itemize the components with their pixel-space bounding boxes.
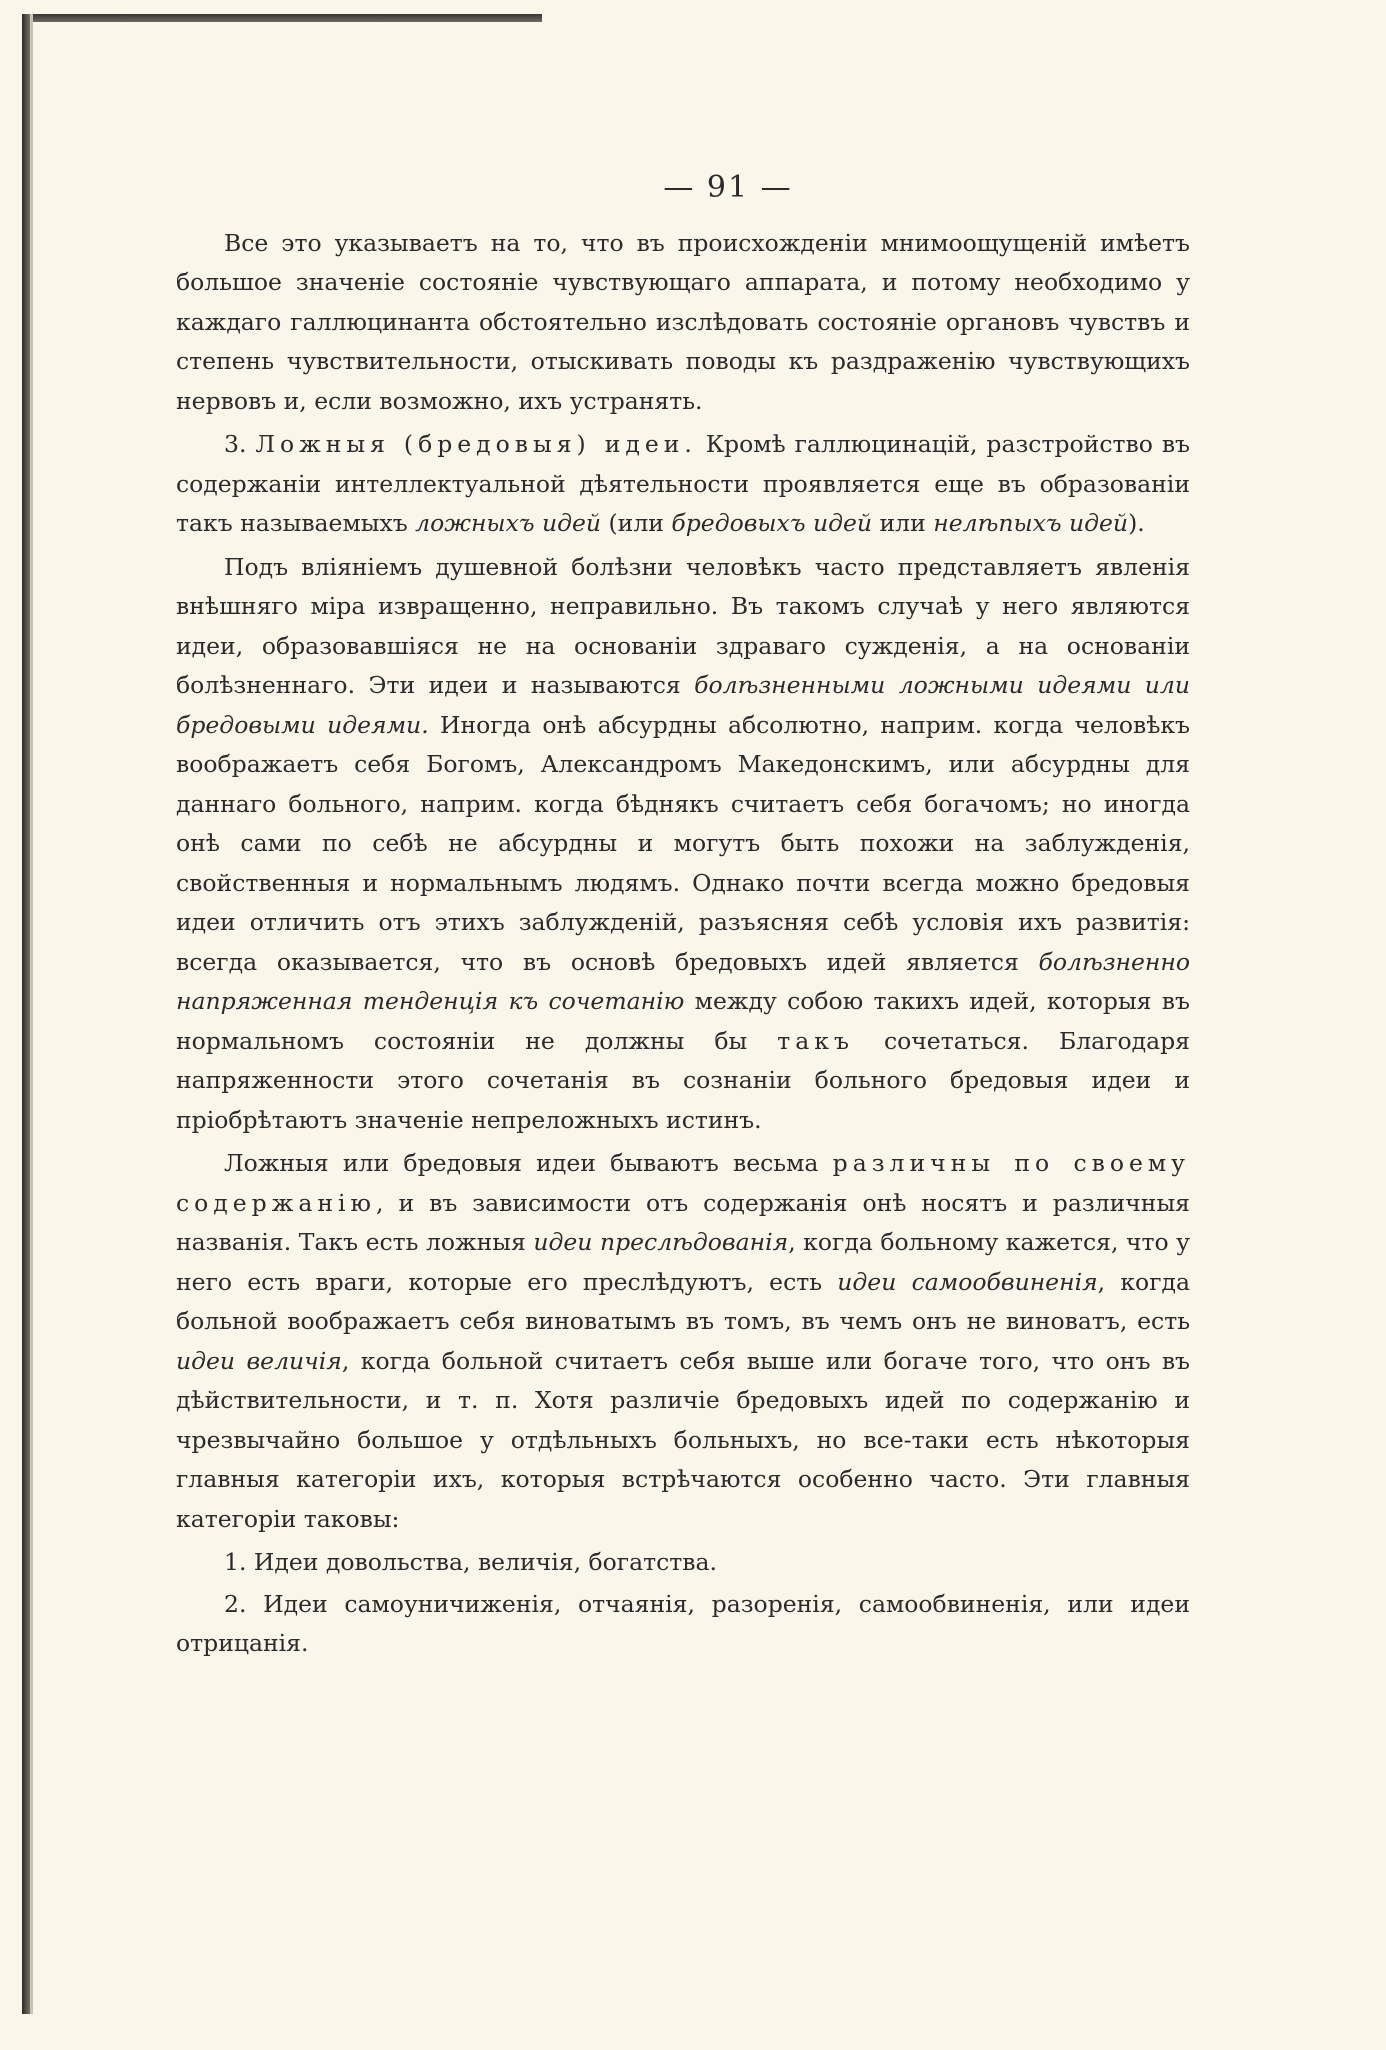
paragraph-3-text-b: Иногда онѣ абсурдны абсолютно, наприм. когда человѣкъ воображаетъ себя Богомъ, Александромъ Македонскимъ, или абсурдны для даннаго больного, наприм. когда бѣднякъ считаетъ себя богачомъ; но иногда онѣ сами по себѣ не абсурдны и могутъ быть похожи на заблужденія, свойственныя и нормальнымъ людямъ. Однако почти всегда можно бредовыя идеи отличить отъ этихъ заблужденій, разъясняя себѣ условія ихъ развитія: всегда оказывается, что въ основѣ бредовыхъ идей является bbox=[176, 710, 1191, 976]
paragraph-4-text-c: , когда больному кажется, что у него есть враги, которые его преслѣдуютъ, есть bbox=[176, 1228, 1190, 1296]
term-persecution-ideas: идеи преслѣдованія bbox=[533, 1228, 789, 1256]
paragraph-2-text-c: или bbox=[872, 509, 934, 537]
term-morbid-false-ideas: болѣзненными ложными идеями или бредовыми идеями. bbox=[176, 671, 1190, 739]
term-false-ideas: ложныхъ идей bbox=[415, 509, 602, 537]
section-heading: Ложныя (бредовыя) идеи. bbox=[255, 430, 697, 458]
list-item: 2. Идеи самоуничиженія, отчаянія, разоренія, самообвиненія, или идеи отрицанія. bbox=[176, 1589, 1190, 1657]
paragraph-2-text-b: (или bbox=[601, 509, 672, 537]
paragraph-3-text-d: сочетаться. Благодаря напряженности этого сочетанія въ сознаніи больного бредовыя идеи и пріобрѣтаютъ значеніе непреложныхъ истинъ. bbox=[176, 1026, 1190, 1134]
paragraph-4-text-b: , и въ зависимости отъ содержанія онѣ носятъ и различныя названія. Такъ есть ложныя bbox=[176, 1188, 1190, 1256]
term-self-accusation-ideas: идеи самообвиненія bbox=[837, 1267, 1098, 1296]
list-item: 1. Идеи довольства, величія, богатства. bbox=[224, 1548, 717, 1576]
paragraph-2 bbox=[176, 425, 1190, 544]
term-absurd-ideas: нелѣпыхъ идей bbox=[933, 509, 1129, 537]
paragraph-3-text-c: между собою такихъ идей, которыя въ нормальномъ состояніи не должны бы bbox=[176, 987, 1190, 1055]
term-grandeur-ideas: идеи величія bbox=[176, 1346, 342, 1375]
scan-edge-top bbox=[22, 14, 542, 22]
paragraph-4-text-d: , когда больной воображаетъ себя виноватымъ въ томъ, въ чемъ онъ не виноватъ, есть bbox=[176, 1267, 1191, 1335]
scan-edge-left-highlight bbox=[30, 14, 33, 2014]
page-number: — 91 — bbox=[663, 170, 793, 205]
page-body bbox=[176, 168, 1190, 1666]
paragraph-4-text-e: , когда больной считаетъ себя выше или богаче того, что онъ въ дѣйствительности, и т. п. Хотя различіе бредовыхъ идей по содержанію и чрезвычайно большое у отдѣльныхъ больныхъ, но все-таки есть нѣкоторыя главныя категоріи ихъ, которыя встрѣчаются особенно часто. Эти главныя категоріи таковы: bbox=[176, 1346, 1191, 1533]
paragraph-3 bbox=[176, 548, 1190, 1141]
spaced-word-tak: такъ bbox=[777, 1026, 854, 1055]
category-list bbox=[176, 1543, 1190, 1664]
paragraph-2-text-a: Кромѣ галлюцинацій, разстройство въ содержаніи интеллектуальной дѣятельности проявляется еще въ образованіи такъ называемыхъ bbox=[176, 430, 1190, 537]
paragraph-4-text-a: Ложныя или бредовыя идеи бываютъ весьма bbox=[224, 1149, 833, 1177]
spaced-phrase-content: различны по своему содержанію bbox=[176, 1149, 1190, 1217]
term-morbid-tendency: болѣзненно напряженная тенденція къ сочетанію bbox=[176, 947, 1190, 1015]
paragraph-1: Все это указываетъ на то, что въ происхожденіи мнимоощущеній имѣетъ большое значеніе состояніе чувствующаго аппарата, и потому необходимо у каждаго галлюцинанта обстоятельно изслѣдовать состояніе органовъ чувствъ и степень чувствительности, отыскивать поводы къ раздраженію чувствующихъ нервовъ и, если возможно, ихъ устранять. bbox=[176, 228, 1190, 415]
paragraph-2-text-d: ). bbox=[1128, 509, 1145, 537]
paragraph-4 bbox=[176, 1144, 1190, 1539]
scan-edge-left bbox=[22, 14, 30, 2014]
paragraph-3-text-a: Подъ вліяніемъ душевной болѣзни человѣкъ часто представляетъ явленія внѣшняго міра извращенно, неправильно. Въ такомъ случаѣ у него являются идеи, образовавшіяся не на основаніи здраваго сужденія, а на основаніи болѣзненнаго. Эти идеи и называются bbox=[176, 552, 1190, 699]
section-number: 3. bbox=[224, 430, 256, 458]
term-delusional-ideas: бредовыхъ идей bbox=[671, 509, 873, 537]
